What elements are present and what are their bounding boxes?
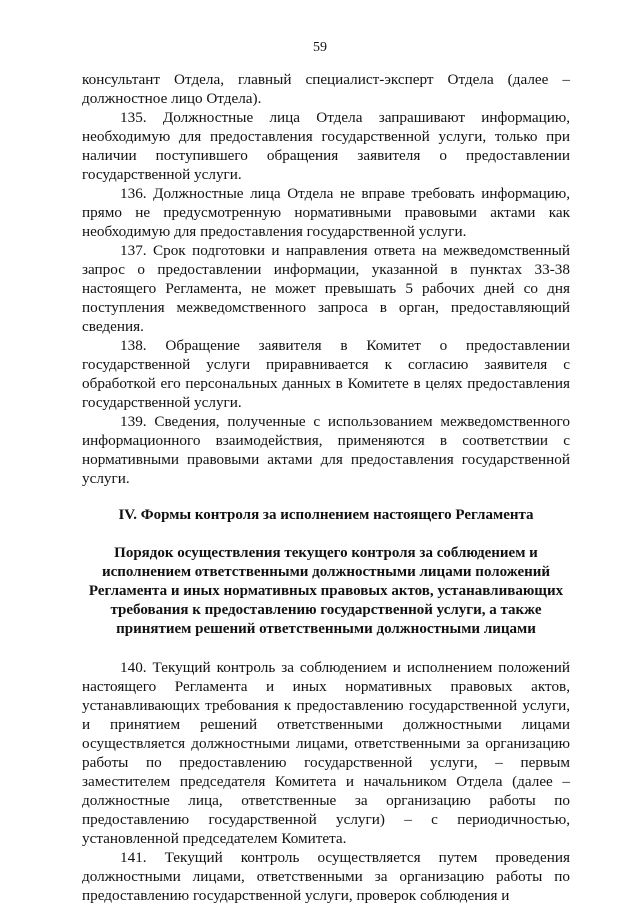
paragraph-141: 141. Текущий контроль осуществляется путем проведения должностными лицами, ответственными за организацию работы по предоставлению государственной услуги, проверок соблюдения и (82, 849, 570, 904)
paragraph-136: 136. Должностные лица Отдела не вправе требовать информацию, прямо не предусмотренную нормативными правовыми актами как необходимую для предоставления государственной услуги. (82, 185, 570, 240)
document-body (82, 70, 570, 905)
paragraph-137: 137. Срок подготовки и направления ответа на межведомственный запрос о предоставлении информации, указанной в пунктах 33-38 настоящего Регламента, не может превышать 5 рабочих дней со дня поступления межведомственного запроса в орган, предоставляющий сведения. (82, 242, 570, 335)
paragraph-139: 139. Сведения, полученные с использованием межведомственного информационного взаимодействия, применяются в соответствии с нормативными правовыми актами для предоставления государственной услуги. (82, 413, 570, 487)
paragraph-continuation: консультант Отдела, главный специалист-эксперт Отдела (далее – должностное лицо Отдела). (82, 71, 570, 107)
subsection-title: Порядок осуществления текущего контроля за соблюдением и исполнением ответственными должностными лицами положений Регламента и иных нормативных правовых актов, устанавливающих требования к предоставлению государственной услуги, а также принятием решений ответственными должностными лицами (88, 545, 564, 637)
paragraph-135: 135. Должностные лица Отдела запрашивают информацию, необходимую для предоставления государственной услуги, только при наличии поступившего обращения заявителя о предоставлении государственной услуги. (82, 109, 570, 183)
paragraph-140: 140. Текущий контроль за соблюдением и исполнением положений настоящего Регламента и иных нормативных правовых актов, устанавливающих требования к предоставлению государственной услуги, и принятием решений ответственными должностными лицами осуществляется должностными лицами, ответственными за организацию работы по предоставлению государственной услуги, – первым заместителем председателя Комитета и начальником Отдела (далее – должностные лица, ответственные за организацию работы по предоставлению государственной услуги) – с периодичностью, установленной председателем Комитета. (82, 659, 570, 847)
page-number: 59 (313, 40, 327, 55)
section-title: IV. Формы контроля за исполнением настоящего Регламента (118, 507, 534, 523)
paragraph-138: 138. Обращение заявителя в Комитет о предоставлении государственной услуги приравнивается к согласию заявителя с обработкой его персональных данных в Комитете в целях предоставления государственной услуги. (82, 337, 570, 411)
